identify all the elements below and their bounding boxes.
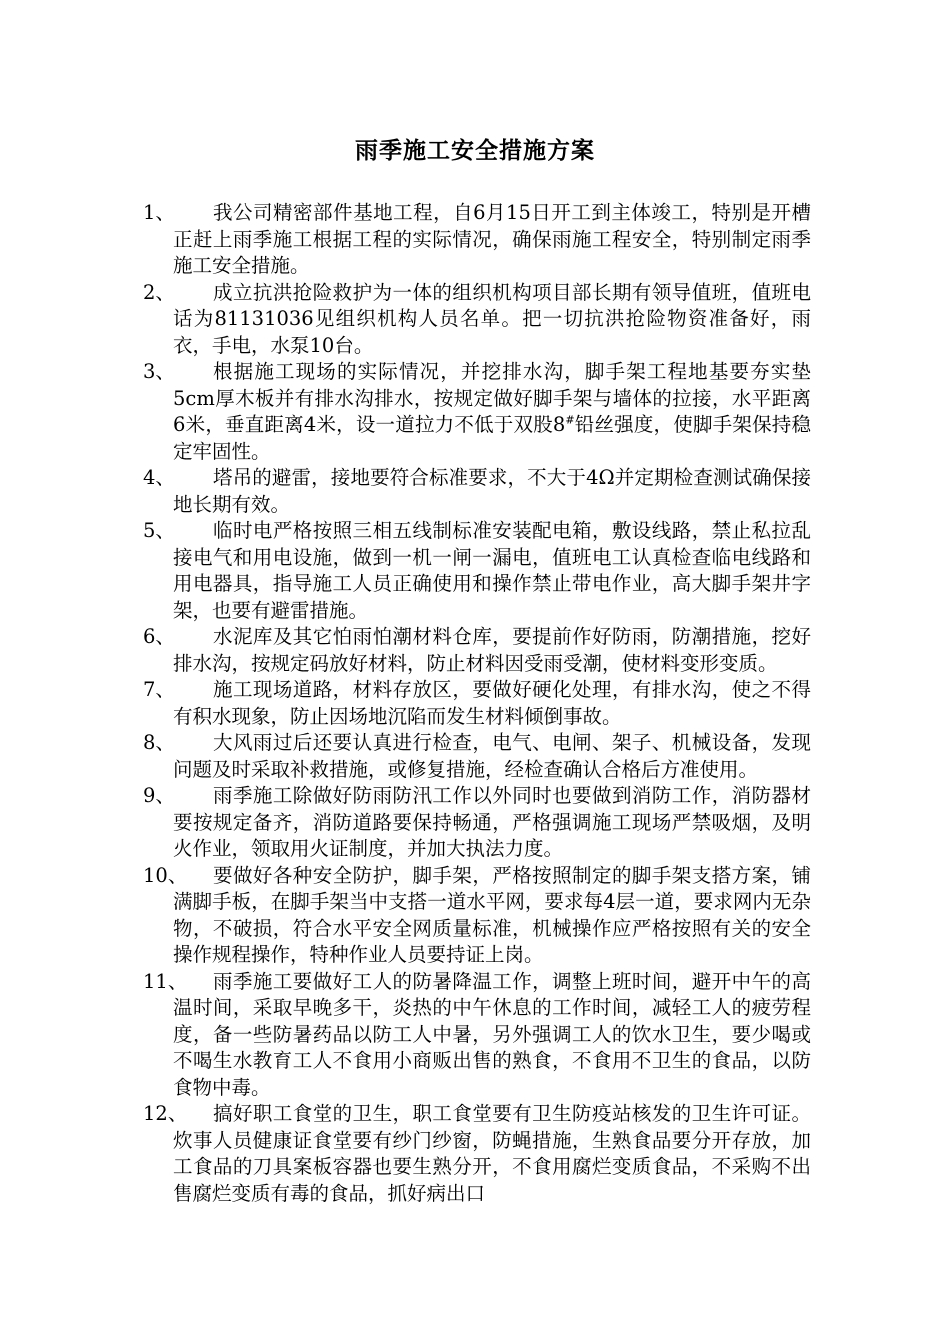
list-item (143, 969, 811, 1102)
measures-list (143, 200, 811, 1207)
item-number: 9、 (143, 784, 175, 807)
superscript-mark: # (565, 413, 575, 427)
item-text-part: 根据施工现场的实际情况，并挖排水沟，脚手架工程地基要夯实垫5cm厚木板并有排水沟排水，按规定做好脚手架与墙体的拉接，水平距离6米，垂直距离4米，设一道拉力不低于双股8 (173, 360, 811, 436)
item-text: 搞好职工食堂的卫生，职工食堂要有卫生防疫站核发的卫生许可证。炊事人员健康证食堂要有纱门纱窗，防蝇措施，生熟食品要分开存放，加工食品的刀具案板容器也要生熟分开，不食用腐烂变质食品，不采购不出售腐烂变质有毒的食品，抓好病出口 (173, 1102, 811, 1205)
item-number: 1、 (143, 201, 175, 224)
item-text: 我公司精密部件基地工程，自6月15日开工到主体竣工，特别是开槽正赶上雨季施工根据工程的实际情况，确保雨施工程安全，特别制定雨季施工安全措施。 (173, 201, 811, 277)
item-number: 10、 (143, 863, 188, 887)
item-number: 12、 (143, 1102, 188, 1125)
item-text: 水泥库及其它怕雨怕潮材料仓库，要提前作好防雨，防潮措施，挖好排水沟，按规定码放好材料，防止材料因受雨受潮，使材料变形变质。 (173, 625, 811, 675)
item-text: 临时电严格按照三相五线制标准安装配电箱，敷设线路，禁止私拉乱接电气和用电设施，做到一机一闸一漏电，值班电工认真检查临电线路和用电器具，指导施工人员正确使用和操作禁止带电作业，高大脚手架井字架，也要有避雷措施。 (173, 519, 811, 622)
item-text: 施工现场道路，材料存放区，要做好硬化处理，有排水沟，使之不得有积水现象，防止因场地沉陷而发生材料倾倒事故。 (173, 678, 811, 728)
list-item (143, 863, 811, 969)
item-text: 塔吊的避雷，接地要符合标准要求，不大于4Ω并定期检查测试确保接地长期有效。 (173, 466, 811, 516)
item-text-part: 铅丝强度，使脚手架保持稳定牢固性。 (173, 413, 811, 463)
item-text (173, 359, 811, 465)
list-item (143, 624, 811, 677)
list-item (143, 730, 811, 783)
list-item (143, 465, 811, 518)
item-text: 成立抗洪抢险救护为一体的组织机构项目部长期有领导值班，值班电话为81131036见组织机构人员名单。把一切抗洪抢险物资准备好，雨衣，手电，水泵10台。 (173, 280, 811, 357)
item-number: 8、 (143, 731, 175, 754)
item-text: 大风雨过后还要认真进行检查，电气、电闸、架子、机械设备，发现问题及时采取补救措施，或修复措施，经检查确认合格后方准使用。 (173, 731, 811, 781)
document-title: 雨季施工安全措施方案 (355, 137, 595, 164)
item-number: 11、 (143, 969, 188, 993)
list-item (143, 783, 811, 863)
item-number: 3、 (143, 360, 175, 383)
item-text: 雨季施工除做好防雨防汛工作以外同时也要做到消防工作，消防器材要按规定备齐，消防道路要保持畅通，严格强调施工现场严禁吸烟，及明火作业，领取用火证制度，并加大执法力度。 (173, 784, 811, 860)
item-number: 2、 (143, 280, 175, 304)
list-item (143, 518, 811, 624)
item-number: 7、 (143, 678, 175, 701)
item-number: 6、 (143, 625, 175, 648)
list-item (143, 677, 811, 730)
item-number: 4、 (143, 466, 175, 489)
item-text: 雨季施工要做好工人的防暑降温工作，调整上班时间，避开中午的高温时间，采取早晚多干，炎热的中午休息的工作时间，减轻工人的疲劳程度，备一些防暑药品以防工人中暑，另外强调工人的饮水卫生，要少喝或不喝生水教育工人不食用小商贩出售的熟食，不食用不卫生的食品，以防食物中毒。 (173, 969, 811, 1099)
list-item (143, 280, 811, 360)
list-item (143, 1101, 811, 1207)
list-item (143, 359, 811, 465)
item-number: 5、 (143, 519, 175, 542)
list-item (143, 200, 811, 280)
item-text: 要做好各种安全防护，脚手架，严格按照制定的脚手架支搭方案，铺满脚手板，在脚手架当中支搭一道水平网，要求每4层一道，要求网内无杂物，不破损，符合水平安全网质量标准，机械操作应严格按照有关的安全操作规程操作，特种作业人员要持证上岗。 (173, 863, 811, 966)
